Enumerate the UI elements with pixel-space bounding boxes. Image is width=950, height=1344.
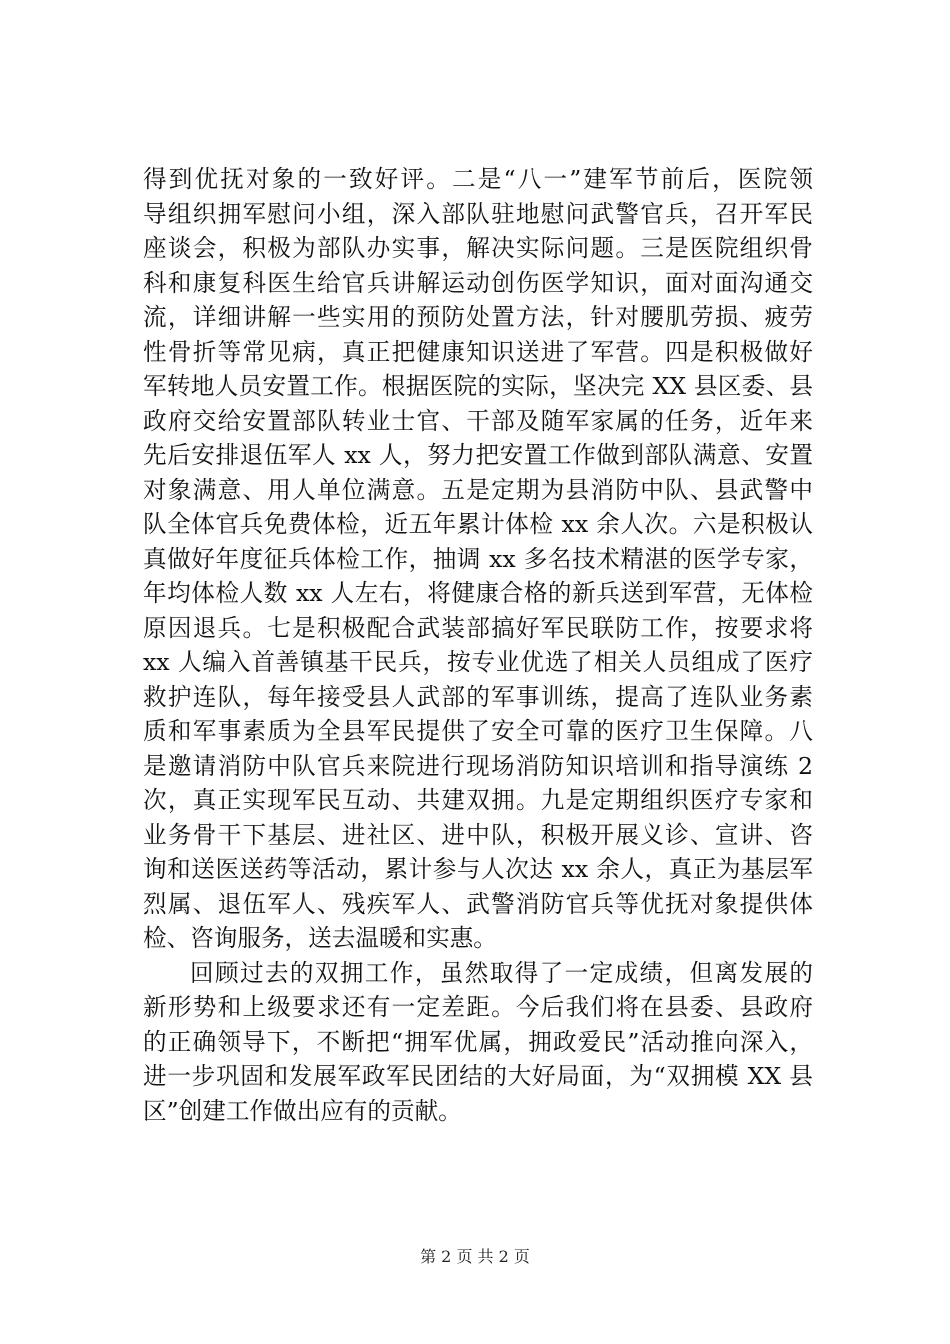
paragraph-2	[143, 956, 813, 1129]
text-line: 导组织拥军慰问小组，深入部队驻地慰问武警官兵，召开军民	[143, 199, 813, 228]
text-line: 座谈会，积极为部队办实事，解决实际问题。三是医院组织骨	[143, 234, 813, 262]
text-line: 年均体检人数 xx 人左右，将健康合格的新兵送到军营，无体检	[143, 579, 813, 607]
text-line: 科和康复科医生给官兵讲解运动创伤医学知识，面对面沟通交	[143, 268, 813, 297]
text-line: 业务骨干下基层、进社区、进中队，积极开展义诊、宣讲、咨	[143, 820, 813, 849]
page-number-footer: 第 2 页 共 2 页	[420, 1247, 530, 1266]
text-line: 的正确领导下，不断把“拥军优属，拥政爱民”活动推向深入，	[143, 1027, 813, 1056]
text-line: 军转地人员安置工作。根据医院的实际，坚决完 XX 县区委、县	[143, 372, 813, 400]
text-line: 区”创建工作做出应有的贡献。	[143, 1096, 462, 1125]
text-line: 询和送医送药等活动，累计参与人次达 xx 余人，真正为基层军	[143, 855, 813, 883]
text-line: 原因退兵。七是积极配合武装部搞好军民联防工作，按要求将	[143, 613, 813, 642]
text-line: 性骨折等常见病，真正把健康知识送进了军营。四是积极做好	[143, 337, 813, 366]
text-line: 先后安排退伍军人 xx 人，努力把安置工作做到部队满意、安置	[143, 441, 813, 469]
text-line: 政府交给安置部队转业士官、干部及随军家属的任务，近年来	[143, 406, 813, 435]
text-line: xx 人编入首善镇基干民兵，按专业优选了相关人员组成了医疗	[143, 648, 813, 676]
text-line: 得到优抚对象的一致好评。二是“八一”建军节前后，医院领	[143, 165, 813, 193]
text-line: 进一步巩固和发展军政军民团结的大好局面，为“双拥模 XX 县	[143, 1062, 813, 1090]
text-line: 是邀请消防中队官兵来院进行现场消防知识培训和指导演练 2	[143, 751, 813, 780]
text-line: 救护连队，每年接受县人武部的军事训练，提高了连队业务素	[143, 682, 813, 711]
text-line: 烈属、退伍军人、残疾军人、武警消防官兵等优抚对象提供体	[143, 889, 813, 918]
text-line: 回顾过去的双拥工作，虽然取得了一定成绩，但离发展的	[190, 958, 813, 987]
text-line: 对象满意、用人单位满意。五是定期为县消防中队、县武警中	[143, 475, 813, 504]
text-line: 流，详细讲解一些实用的预防处置方法，针对腰肌劳损、疲劳	[143, 303, 813, 331]
text-line: 新形势和上级要求还有一定差距。今后我们将在县委、县政府	[143, 993, 813, 1021]
text-line: 真做好年度征兵体检工作，抽调 xx 多名技术精湛的医学专家，	[143, 544, 813, 573]
paragraph-1	[143, 162, 813, 956]
text-line: 检、咨询服务，送去温暖和实惠。	[143, 924, 497, 952]
text-line: 次，真正实现军民互动、共建双拥。九是定期组织医疗专家和	[143, 786, 813, 814]
text-line: 质和军事素质为全县军民提供了安全可靠的医疗卫生保障。八	[143, 717, 813, 745]
document-body	[143, 162, 813, 1128]
text-line: 队全体官兵免费体检，近五年累计体检 xx 余人次。六是积极认	[143, 510, 813, 538]
